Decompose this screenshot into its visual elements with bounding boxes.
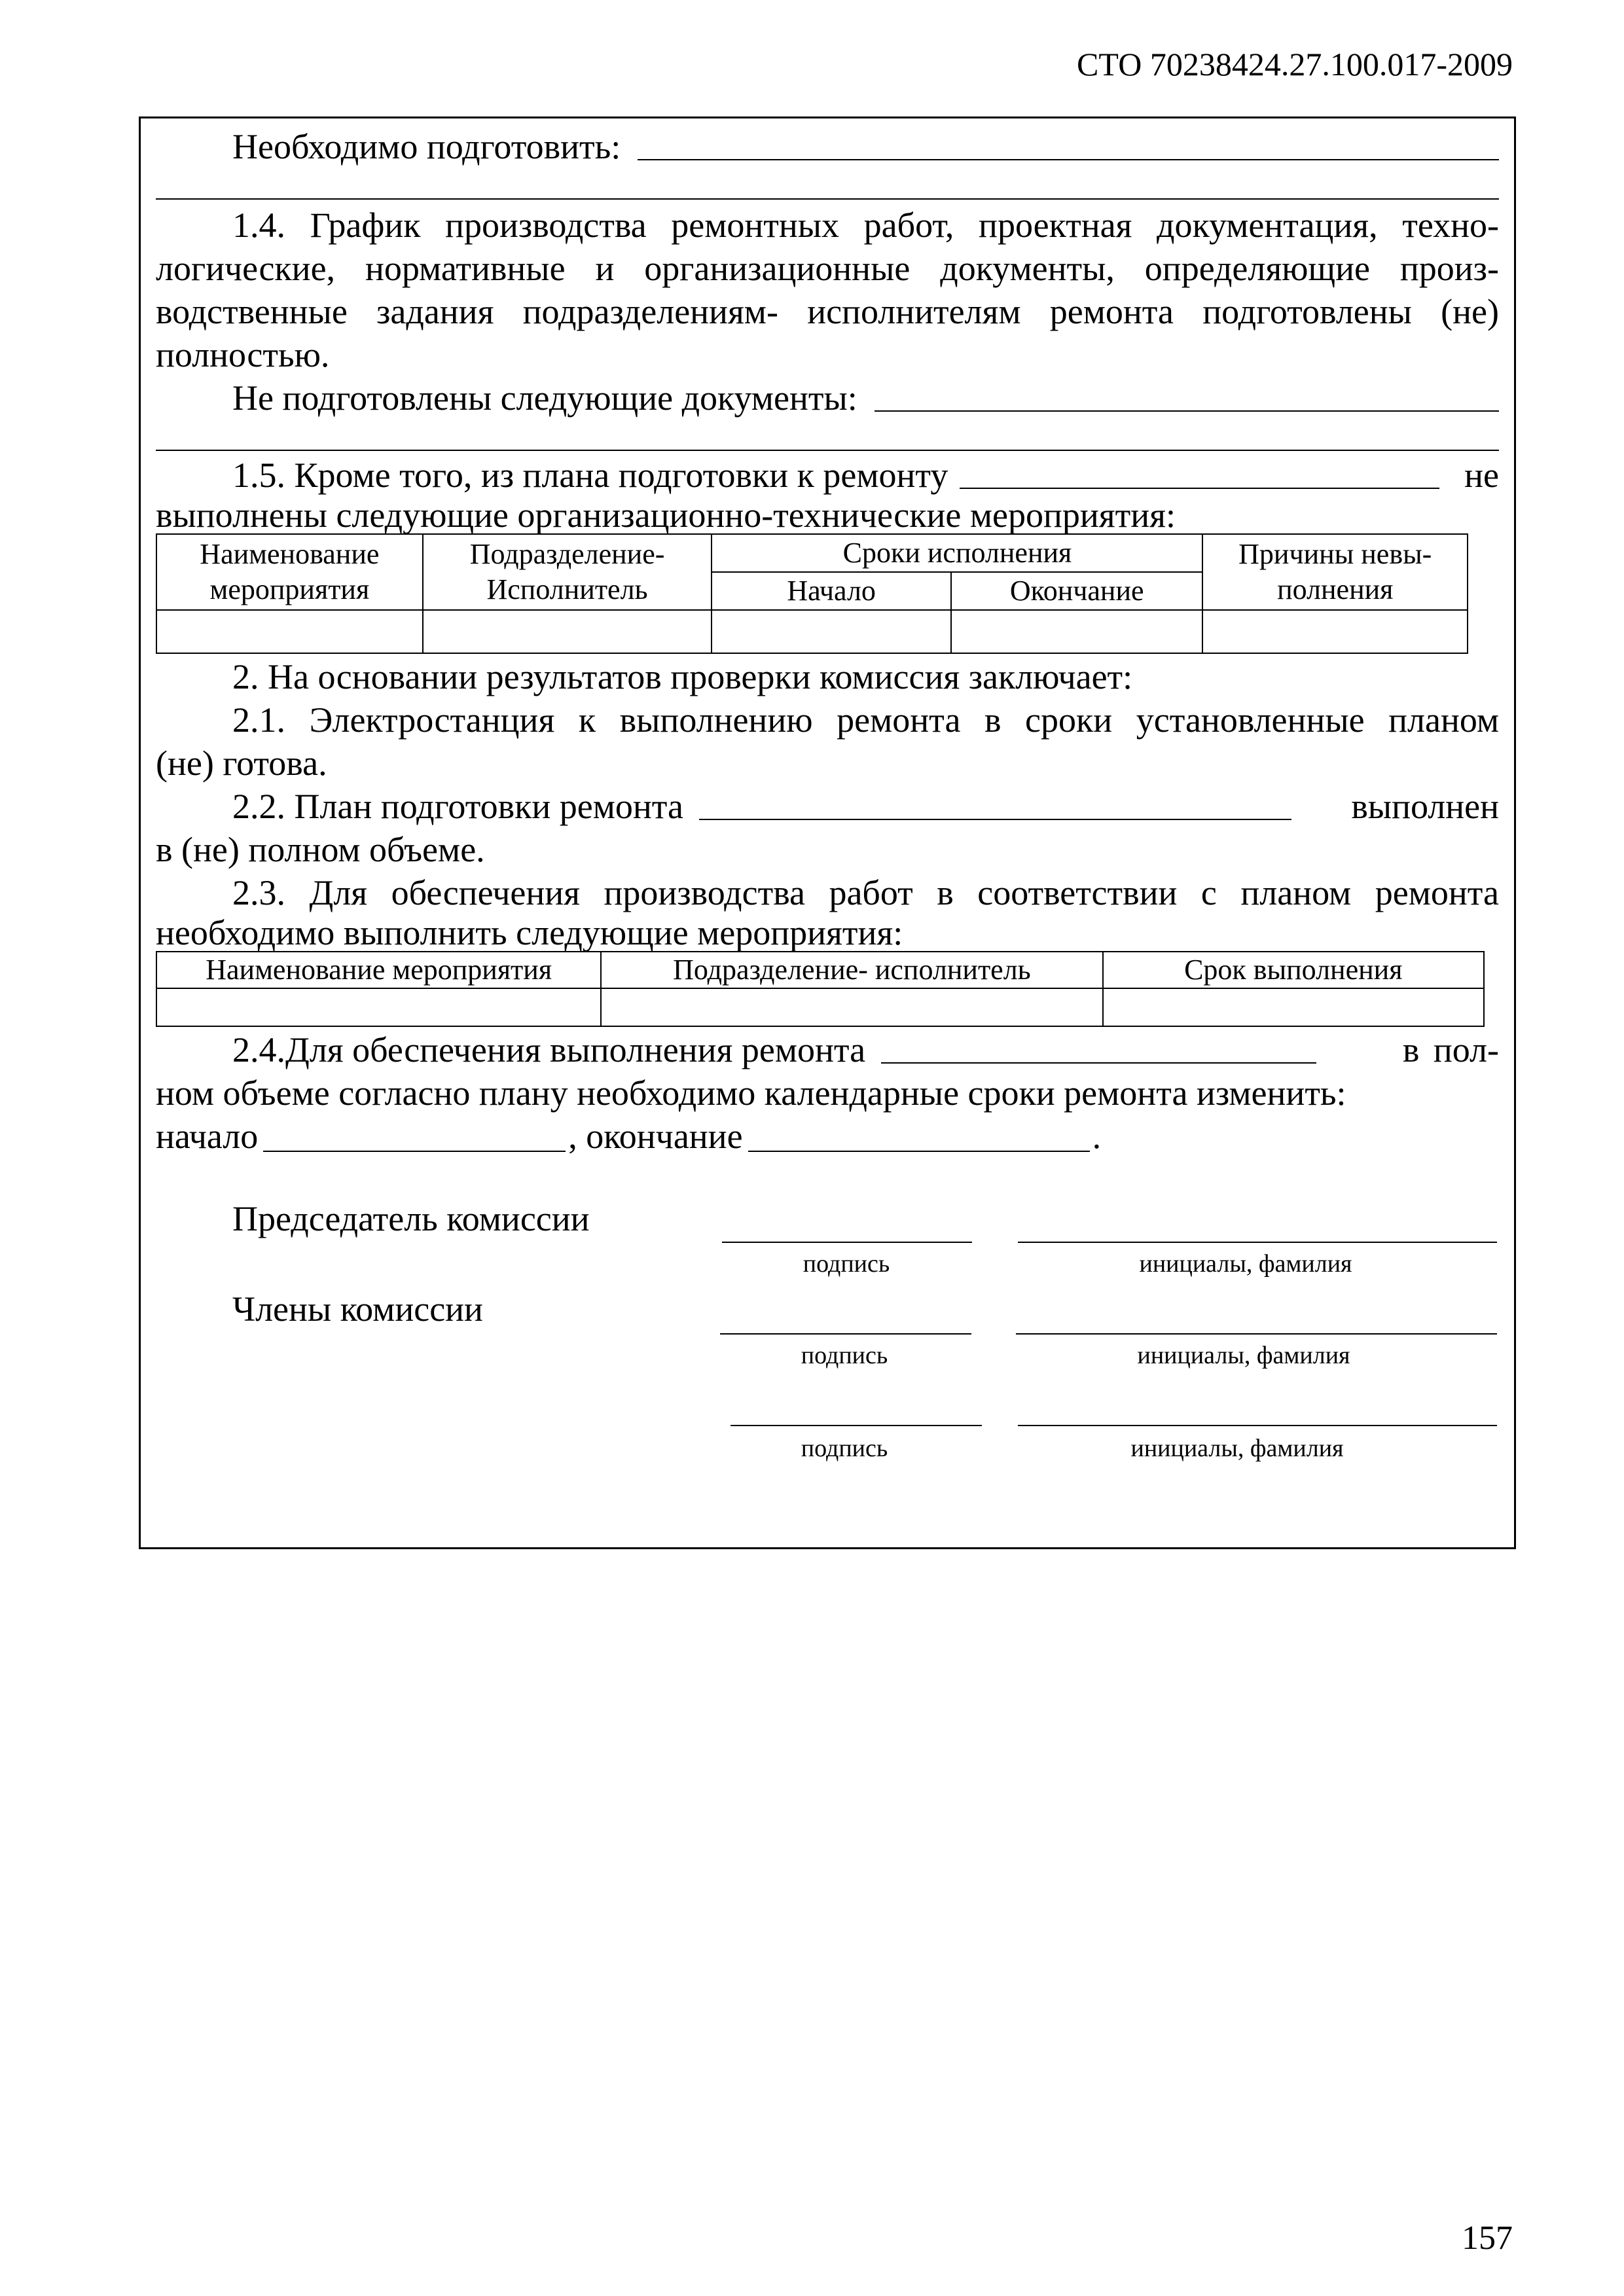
s22-end: выполнен (1351, 787, 1499, 826)
member1-name-caption: инициалы, фамилия (1137, 1342, 1350, 1369)
s24-start: 2.4.Для обеспечения выполнения ремонта (232, 1030, 866, 1069)
member2-name-line[interactable] (1018, 1425, 1497, 1426)
th-reasons: Причины невы- полнения (1202, 534, 1468, 610)
s22-fill-line[interactable] (699, 787, 1291, 820)
table-cell[interactable] (951, 610, 1203, 653)
s21-line2 (156, 742, 1499, 785)
end-date-field[interactable] (748, 1118, 1090, 1152)
prepare-fill-line[interactable] (638, 126, 1499, 160)
signatures (156, 1158, 1499, 1498)
document-code: СТО 70238424.27.100.017-2009 (1077, 46, 1513, 82)
member1-name-line[interactable] (1016, 1333, 1497, 1335)
s22-line1 (156, 785, 1499, 828)
th-end: Окончание (951, 572, 1203, 610)
s15-line1-end: не (1464, 456, 1499, 495)
th-department: Подразделение- Исполнитель (423, 534, 712, 610)
s24-end: в пол- (1402, 1030, 1499, 1069)
prepare-label: Необходимо подготовить: (232, 127, 621, 166)
s15-gap (948, 456, 1464, 497)
table-cell[interactable] (156, 610, 423, 653)
s15-fill-line[interactable] (960, 456, 1439, 489)
table-cell[interactable] (1202, 610, 1468, 653)
end-label: , окончание (568, 1117, 743, 1156)
table-cell[interactable] (423, 610, 712, 653)
th-start: Начало (712, 572, 950, 610)
s24-line2 (156, 1071, 1499, 1115)
s14-line1 (156, 204, 1499, 247)
chairman-name-line[interactable] (1018, 1242, 1497, 1243)
th-measure-name: Наименование мероприятия (156, 952, 601, 988)
s14-line2 (156, 247, 1499, 290)
table-row (156, 988, 1484, 1026)
s14-line2-text: логические, нормативные и организационные документы, определяющие произ- (156, 249, 1499, 288)
table-row (156, 610, 1468, 653)
form-body (156, 118, 1499, 1498)
s14-line3-text: водственные задания подразделениям- исполнителям ремонта подготовлены (не) (156, 292, 1499, 331)
table-cell[interactable] (712, 610, 950, 653)
s21-line1-text: 2.1. Электростанция к выполнению ремонта в сроки установленные планом (232, 700, 1499, 740)
members-label: Члены комиссии (232, 1289, 483, 1329)
s24-fill-line[interactable] (881, 1031, 1316, 1064)
measures-table (156, 951, 1485, 1027)
s24-line1 (156, 1028, 1499, 1071)
section-2 (156, 655, 1499, 951)
s24-gap (865, 1031, 1403, 1071)
member2-signature-caption: подпись (801, 1435, 888, 1462)
s22-line2 (156, 828, 1499, 871)
th-measure-term: Срок выполнения (1103, 952, 1484, 988)
s22-line2-text: в (не) полном объеме. (156, 830, 485, 869)
member1-signature-caption: подпись (801, 1342, 888, 1369)
member1-signature-line[interactable] (720, 1333, 971, 1335)
s15-line2-text: выполнены следующие организационно-технические мероприятия: (156, 495, 1176, 535)
chairman-signature-caption: подпись (803, 1250, 890, 1278)
s22-start: 2.2. План подготовки ремонта (232, 787, 684, 826)
s14-line4-text: полностью. (156, 335, 330, 374)
s14-line1-text: 1.4. График производства ремонтных работ, проектная документация, техно- (232, 206, 1499, 245)
th-terms: Сроки исполнения (712, 534, 1202, 572)
table-header-row (156, 534, 1468, 572)
s23-line1 (156, 871, 1499, 914)
s21-line1 (156, 698, 1499, 742)
s22-gap (683, 787, 1351, 828)
member2-signature-line[interactable] (731, 1425, 982, 1426)
s23-line2-text: необходимо выполнить следующие мероприятия: (156, 913, 903, 952)
s15-line2 (156, 497, 1499, 533)
start-date-field[interactable] (263, 1118, 566, 1152)
s15-line1-start: 1.5. Кроме того, из плана подготовки к ремонту (232, 456, 948, 495)
start-label: начало (156, 1117, 259, 1156)
section-2-4 (156, 1028, 1499, 1158)
prepare-fill-line-2[interactable] (156, 198, 1499, 200)
table-header-row (156, 952, 1484, 988)
not-prepared-label: Не подготовлены следующие документы: (232, 378, 857, 418)
page-number: 157 (1462, 2219, 1513, 2257)
not-prepared-fill-line-2[interactable] (156, 450, 1499, 451)
chairman-signature-line[interactable] (722, 1242, 972, 1243)
table-cell[interactable] (156, 988, 601, 1026)
section-1-4 (156, 204, 1499, 451)
section-1-5 (156, 454, 1499, 533)
prepare-row (156, 125, 1499, 168)
th-measure-dept: Подразделение- исполнитель (601, 952, 1102, 988)
s15-line1 (156, 454, 1499, 497)
s24-line2-text: ном объеме согласно плану необходимо календарные сроки ремонта изменить: (156, 1073, 1346, 1113)
not-prepared-fill-line[interactable] (875, 378, 1499, 412)
period: . (1092, 1117, 1102, 1156)
chairman-label: Председатель комиссии (232, 1199, 590, 1238)
s24-line3 (156, 1115, 1499, 1158)
s14-line4 (156, 333, 1499, 376)
s21-line2-text: (не) готова. (156, 744, 327, 783)
s23-line2 (156, 914, 1499, 951)
th-activity-name: Наименование мероприятия (156, 534, 423, 610)
table-cell[interactable] (601, 988, 1102, 1026)
table-cell[interactable] (1103, 988, 1484, 1026)
s2-intro-text: 2. На основании результатов проверки комиссия заключает: (232, 657, 1133, 696)
s2-intro (156, 655, 1499, 698)
form-frame (139, 117, 1516, 1549)
s14-line3 (156, 290, 1499, 333)
chairman-name-caption: инициалы, фамилия (1139, 1250, 1352, 1278)
s23-line1-text: 2.3. Для обеспечения производства работ в соответствии с планом ремонта (232, 873, 1499, 912)
activities-table (156, 533, 1468, 654)
member2-name-caption: инициалы, фамилия (1130, 1435, 1344, 1462)
not-prepared-row (156, 376, 1499, 420)
